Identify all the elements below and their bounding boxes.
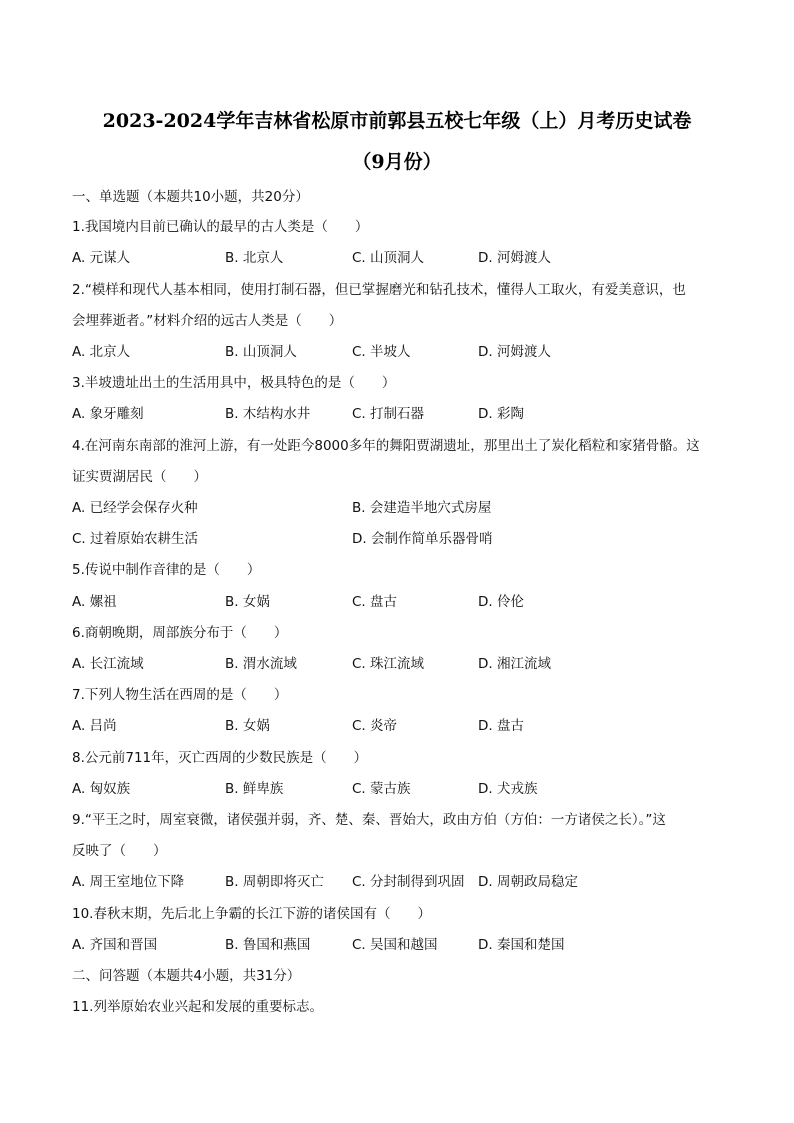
section-heading-qa: 二、问答题（本题共4小题，共31分） xyxy=(72,968,301,984)
question-6-option-c: C. 珠江流域 xyxy=(352,656,425,672)
question-7-option-d: D. 盘古 xyxy=(478,718,524,734)
question-1-stem: 1.我国境内目前已确认的最早的古人类是（ ） xyxy=(72,219,369,235)
question-2-option-d: D. 河姆渡人 xyxy=(478,344,551,360)
question-3-option-c: C. 打制石器 xyxy=(352,406,425,422)
question-11-stem: 11.列举原始农业兴起和发展的重要标志。 xyxy=(72,999,323,1015)
question-10-option-d: D. 秦国和楚国 xyxy=(478,937,565,953)
question-1-option-d: D. 河姆渡人 xyxy=(478,250,551,266)
question-1-option-c: C. 山顶洞人 xyxy=(352,250,425,266)
question-2-stem-line2: 会埋葬逝者。”材料介绍的远古人类是（ ） xyxy=(72,313,343,329)
question-9-stem-line1: 9.“平王之时，周室衰微，诸侯强并弱，齐、楚、秦、晋始大，政由方伯（方伯：一方诸侯之长）。”这 xyxy=(72,812,666,828)
question-9-option-b: B. 周朝即将灭亡 xyxy=(225,874,324,890)
question-5-option-c: C. 盘古 xyxy=(352,594,398,610)
question-9-option-c: C. 分封制得到巩固 xyxy=(352,874,465,890)
question-8-stem: 8.公元前711年，灭亡西周的少数民族是（ ） xyxy=(72,750,368,766)
question-6-option-b: B. 渭水流域 xyxy=(225,656,297,672)
question-1-option-a: A. 元谋人 xyxy=(72,250,131,266)
question-7-option-b: B. 女娲 xyxy=(225,718,270,734)
question-9-option-a: A. 周王室地位下降 xyxy=(72,874,185,890)
question-4-option-c: C. 过着原始农耕生活 xyxy=(72,531,199,547)
question-2-option-b: B. 山顶洞人 xyxy=(225,344,297,360)
question-6-stem: 6.商朝晚期，周部族分布于（ ） xyxy=(72,625,288,641)
question-5-stem: 5.传说中制作音律的是（ ） xyxy=(72,562,261,578)
question-9-option-d: D. 周朝政局稳定 xyxy=(478,874,578,890)
question-7-option-c: C. 炎帝 xyxy=(352,718,398,734)
question-4-option-a: A. 已经学会保存火种 xyxy=(72,500,198,516)
question-3-option-b: B. 木结构水井 xyxy=(225,406,311,422)
question-7-option-a: A. 吕尚 xyxy=(72,718,117,734)
exam-subtitle: （9月份） xyxy=(352,151,442,173)
question-5-option-a: A. 嫘祖 xyxy=(72,594,117,610)
question-4-stem-line1: 4.在河南东南部的淮河上游，有一处距今8000多年的舞阳贾湖遗址，那里出土了炭化稻粒和家猪骨骼。这 xyxy=(72,438,700,454)
question-10-stem: 10.春秋末期，先后北上争霸的长江下游的诸侯国有（ ） xyxy=(72,906,431,922)
question-3-option-a: A. 象牙雕刻 xyxy=(72,406,144,422)
section-heading-single-choice: 一、单选题（本题共10小题，共20分） xyxy=(72,189,309,205)
question-7-stem: 7.下列人物生活在西周的是（ ） xyxy=(72,687,288,703)
question-2-option-a: A. 北京人 xyxy=(72,344,131,360)
question-9-stem-line2: 反映了（ ） xyxy=(72,843,167,859)
question-10-option-c: C. 吴国和越国 xyxy=(352,937,438,953)
question-10-option-a: A. 齐国和晋国 xyxy=(72,937,158,953)
exam-title: 2023-2024学年吉林省松原市前郭县五校七年级（上）月考历史试卷 xyxy=(102,110,692,132)
question-1-option-b: B. 北京人 xyxy=(225,250,284,266)
question-8-option-a: A. 匈奴族 xyxy=(72,781,131,797)
question-3-stem: 3.半坡遗址出土的生活用具中，极具特色的是（ ） xyxy=(72,375,396,391)
question-6-option-a: A. 长江流域 xyxy=(72,656,144,672)
question-3-option-d: D. 彩陶 xyxy=(478,406,524,422)
question-8-option-b: B. 鲜卑族 xyxy=(225,781,284,797)
question-5-option-d: D. 伶伦 xyxy=(478,594,524,610)
question-6-option-d: D. 湘江流域 xyxy=(478,656,551,672)
question-2-option-c: C. 半坡人 xyxy=(352,344,411,360)
question-4-option-d: D. 会制作简单乐器骨哨 xyxy=(352,531,493,547)
question-10-option-b: B. 鲁国和燕国 xyxy=(225,937,311,953)
question-8-option-c: C. 蒙古族 xyxy=(352,781,411,797)
question-4-option-b: B. 会建造半地穴式房屋 xyxy=(352,500,492,516)
question-8-option-d: D. 犬戎族 xyxy=(478,781,538,797)
question-5-option-b: B. 女娲 xyxy=(225,594,270,610)
question-4-stem-line2: 证实贾湖居民（ ） xyxy=(72,469,207,485)
question-2-stem-line1: 2.“模样和现代人基本相同，使用打制石器，但已掌握磨光和钻孔技术，懂得人工取火，有爱美意识，也 xyxy=(72,282,686,298)
